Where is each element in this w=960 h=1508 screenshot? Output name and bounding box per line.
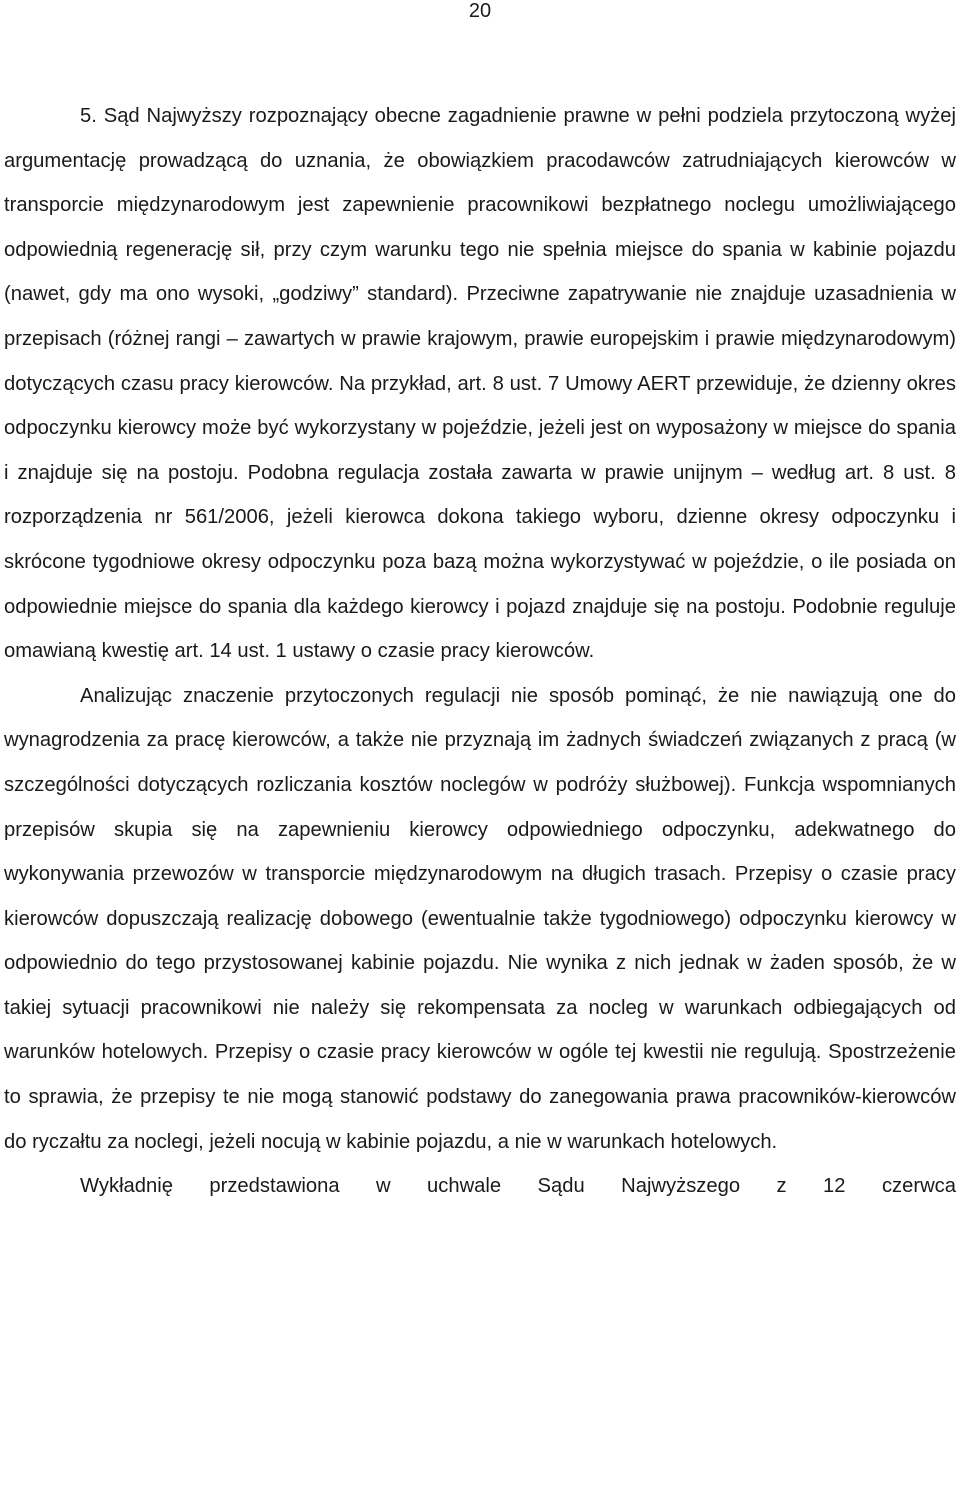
page-number: 20 (468, 0, 492, 22)
paragraph-interpretation: Wykładnię przedstawiona w uchwale Sądu Najwyższego z 12 czerwca (80, 1175, 956, 1198)
paragraph-5: 5. Sąd Najwyższy rozpoznający obecne zagadnienie prawne w pełni podziela przytoczoną wyżej argumentację prowadzącą do uznania, że obowiązkiem pracodawców zatrudniających kierowców w transporcie międzynarodowym jest zapewnienie pracownikowi bezpłatnego noclegu umożliwiającego odpowiednią regenerację sił, przy czym warunku tego nie spełnia miejsce do spania w kabinie pojazdu (nawet, gdy ma ono wysoki, „godziwy” standard). Przeciwne zapatrywanie nie znajduje uzasadnienia w przepisach (różnej rangi – zawartych w prawie krajowym, prawie europejskim i prawie międzynarodowym) dotyczących czasu pracy kierowców. Na przykład, art. 8 ust. 7 Umowy AERT przewiduje, że dzienny okres odpoczynku kierowcy może być wykorzystany w pojeździe, jeżeli jest on wyposażony w miejsce do spania i znajduje się na postoju. Podobna regulacja została zawarta w prawie unijnym – według art. 8 ust. 8 rozporządzenia nr 561/2006, jeżeli kierowca dokona takiego wyboru, dzienne okresy odpoczynku i skrócone tygodniowe okresy odpoczynku poza bazą można wykorzystywać w pojeździe, o ile posiada on odpowiednie miejsce do spania dla każdego kierowcy i pojazd znajduje się na postoju. Podobnie reguluje omawianą kwestię art. 14 ust. 1 ustawy o czasie pracy kierowców. (4, 105, 956, 663)
document-body (4, 94, 956, 1209)
paragraph-analysis: Analizując znaczenie przytoczonych regulacji nie sposób pominąć, że nie nawiązują one do wynagrodzenia za pracę kierowców, a także nie przyznają im żadnych świadczeń związanych z pracą (w szczególności dotyczących rozliczania kosztów noclegów w podróży służbowej). Funkcja wspomnianych przepisów skupia się na zapewnieniu kierowcy odpowiedniego odpoczynku, adekwatnego do wykonywania przewozów w transporcie międzynarodowym na długich trasach. Przepisy o czasie pracy kierowców dopuszczają realizację dobowego (ewentualnie także tygodniowego) odpoczynku kierowcy w odpowiednio do tego przystosowanej kabinie pojazdu. Nie wynika z nich jednak w żaden sposób, że w takiej sytuacji pracownikowi nie należy się rekompensata za nocleg w warunkach odbiegających od warunków hotelowych. Przepisy o czasie pracy kierowców w ogóle tej kwestii nie regulują. Spostrzeżenie to sprawia, że przepisy te nie mogą stanowić podstawy do zanegowania prawa pracowników-kierowców do ryczałtu za noclegi, jeżeli nocują w kabinie pojazdu, a nie w warunkach hotelowych. (4, 684, 956, 1153)
